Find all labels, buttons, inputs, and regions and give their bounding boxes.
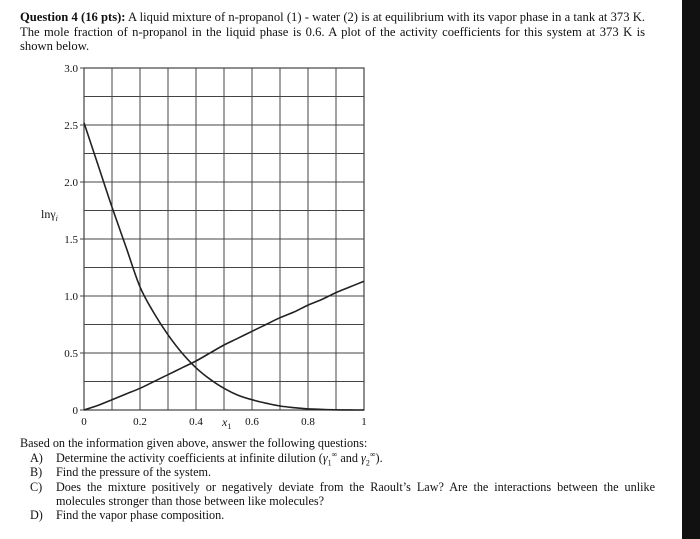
question-a-label: A) [30, 451, 43, 466]
x-tick-label: 0.2 [133, 416, 147, 428]
question-d-text: Find the vapor phase composition. [56, 508, 225, 523]
y-tick-label: 2.0 [64, 177, 78, 189]
x-tick-label: 0 [81, 416, 87, 428]
question-a-text-before: Determine the activity coefficients at infinite dilution ( [56, 451, 323, 466]
y-axis-label: lnγ$_i$ [41, 207, 58, 223]
question-list [20, 451, 655, 522]
y-tick-label: 0 [72, 405, 78, 417]
question-c-label: C) [30, 479, 43, 494]
y-tick-label: 1.0 [64, 291, 78, 303]
question-d-label: D) [30, 508, 43, 523]
gamma1-subscript: 1 [327, 458, 332, 468]
y-tick-label: 0.5 [64, 348, 78, 360]
question-b-text: Find the pressure of the system. [56, 465, 212, 480]
question-c-text: Does the mixture positively or negatively deviate from the Raoult’s Law? Are the interactions between the unlike molecules stronger than those between like molecules? [56, 479, 655, 508]
gamma2-superscript: ∞ [369, 450, 376, 460]
question-a-mid: and [337, 451, 362, 466]
question-b [20, 465, 655, 479]
questions-section [20, 436, 655, 522]
x-axis-label: $x_1$ [222, 415, 232, 431]
gamma2-symbol: γ [361, 451, 366, 466]
y-tick-label: 2.5 [64, 120, 78, 132]
question-a [20, 450, 655, 468]
tick-labels [64, 63, 367, 428]
question-a-text-after: ). [375, 451, 383, 466]
instructions-intro: Based on the information given above, answer the following questions: [20, 436, 368, 450]
question-text: A liquid mixture of n-propanol (1) - water (2) is at equilibrium with its vapor phase in a tank at 373 K. The mole fraction of n-propanol in the liquid phase is 0.6. A plot of the activity coefficients for this system at 373 K is shown below. [20, 10, 645, 53]
gamma2-subscript: 2 [365, 458, 370, 468]
y-tick-label: 3.0 [64, 63, 78, 75]
x-tick-label: 0.6 [245, 416, 259, 428]
gamma1-symbol: γ [322, 451, 328, 466]
question-d [20, 508, 655, 522]
x-tick-label: 0.8 [301, 416, 315, 428]
grid-lines [84, 68, 364, 410]
y-tick-label: 1.5 [64, 234, 78, 246]
x-tick-label: 0.4 [189, 416, 203, 428]
question-title: Question 4 (16 pts): [20, 10, 126, 24]
gamma1-superscript: ∞ [331, 450, 338, 460]
x-tick-label: 1 [361, 416, 367, 428]
question-c [20, 480, 655, 508]
question-b-label: B) [30, 465, 43, 480]
